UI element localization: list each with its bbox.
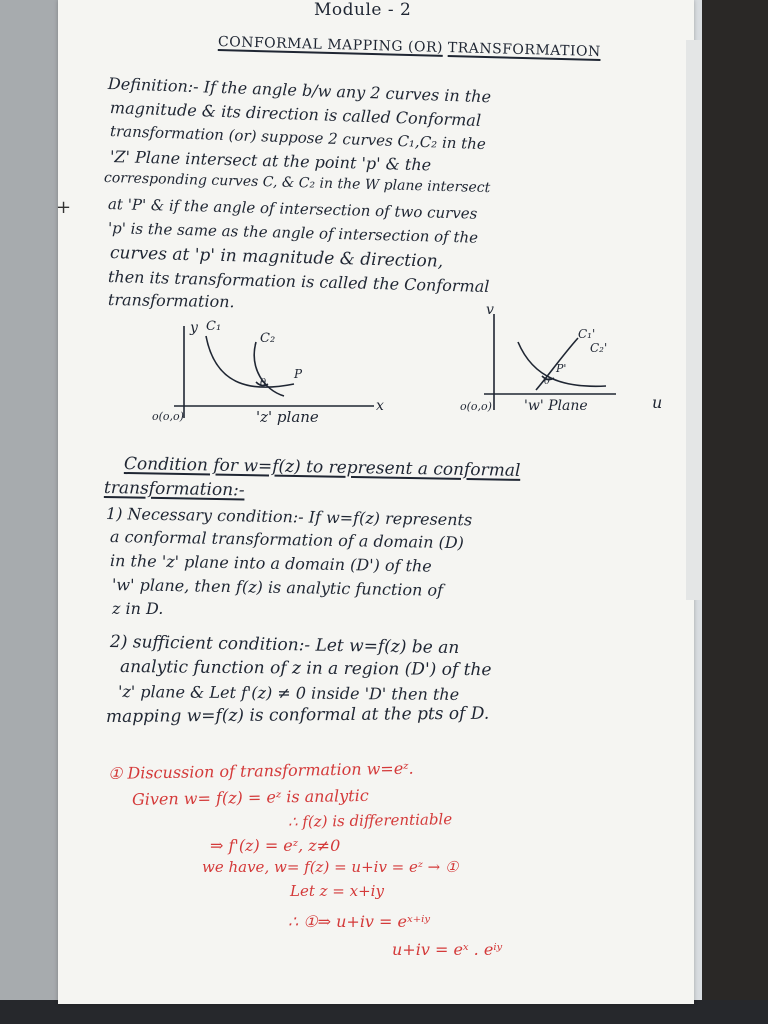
u-label: u xyxy=(652,393,663,412)
x-label: x xyxy=(376,398,384,414)
y-label: y xyxy=(190,320,198,336)
plane-label: 'w' Plane xyxy=(524,398,588,414)
result-line: ∴ ①⇒ u+iv = eˣ⁺ⁱʸ xyxy=(288,912,431,931)
necessary-line: in the 'z' plane into a domain (D') of the xyxy=(109,551,432,576)
definition-line: corresponding curves C, & C₂ in the W plane intersect xyxy=(103,170,491,197)
discussion-line: ① Discussion of transformation w=eᶻ. xyxy=(107,758,414,783)
v-label: v xyxy=(486,302,494,318)
definition-line: magnitude & its direction is called Conformal xyxy=(109,98,482,130)
w-plane-diagram xyxy=(456,300,666,424)
c1-prime-label: C₁' xyxy=(578,327,596,341)
definition-line: curves at 'p' in magnitude & direction, xyxy=(109,243,444,272)
definition-line: transformation (or) suppose 2 curves C₁,C₂ in the xyxy=(109,122,487,154)
result-line: u+iv = eˣ . eⁱʸ xyxy=(392,940,503,959)
theta-label: θ xyxy=(260,378,267,389)
sufficient-line: mapping w=f(z) is conformal at the pts of D. xyxy=(105,703,490,727)
discussion-line: we have, w= f(z) = u+iv = eᶻ → ① xyxy=(202,858,459,876)
origin-label: o(o,o) xyxy=(152,410,184,423)
condition-heading-2: transformation:- xyxy=(103,478,245,501)
necessary-line: 1) Necessary condition:- If w=f(z) represents xyxy=(105,504,473,530)
p-prime-label: P' xyxy=(556,362,567,375)
module-heading: Module - 2 xyxy=(314,0,412,20)
necessary-line: 'w' plane, then f(z) is analytic function of xyxy=(111,575,444,600)
page-edge xyxy=(686,40,702,600)
z-plane-svg xyxy=(144,318,384,428)
c2-label: C₂ xyxy=(260,331,276,346)
necessary-line: z in D. xyxy=(112,599,164,618)
z-plane-diagram xyxy=(144,318,384,432)
margin-mark: + xyxy=(56,197,72,218)
definition-line: 'Z' Plane intersect at the point 'p' & the xyxy=(109,147,432,175)
sufficient-line: 2) sufficient condition:- Let w=f(z) be an xyxy=(109,632,460,659)
discussion-line: Given w= f(z) = eᶻ is analytic xyxy=(131,785,369,809)
notebook-page xyxy=(58,0,694,1004)
p-label: P xyxy=(294,367,303,381)
c1-label: C₁ xyxy=(206,319,222,334)
necessary-line: a conformal transformation of a domain (D) xyxy=(109,527,465,553)
discussion-line: ⇒ f'(z) = eᶻ, z≠0 xyxy=(210,836,341,855)
plane-label: 'z' plane xyxy=(256,408,319,426)
definition-line: at 'P' & if the angle of intersection of two curves xyxy=(107,195,478,223)
definition-line: Definition:- If the angle b/w any 2 curves in the xyxy=(107,74,492,107)
curve-c2 xyxy=(254,342,284,396)
discussion-line: ∴ f(z) is differentiable xyxy=(287,810,453,831)
sufficient-line: 'z' plane & Let f'(z) ≠ 0 inside 'D' then the xyxy=(117,682,460,704)
c2-prime-label: C₂' xyxy=(590,341,608,355)
desk-background-left xyxy=(0,0,62,1024)
title-part2: TRANSFORMATION xyxy=(447,40,601,61)
condition-heading: Condition for w=f(z) to represent a conformal xyxy=(123,454,521,481)
definition-line: transformation. xyxy=(107,290,235,312)
w-plane-svg xyxy=(456,300,666,420)
definition-line: 'p' is the same as the angle of intersection of the xyxy=(107,219,479,247)
title-part1: CONFORMAL MAPPING (OR) xyxy=(217,34,444,56)
origin-label: o(o,o) xyxy=(460,400,492,413)
curve-c1 xyxy=(206,336,294,387)
discussion-line: Let z = x+iy xyxy=(290,882,384,900)
theta-prime-label: θ xyxy=(544,376,551,387)
title-line xyxy=(218,34,601,60)
definition-line: then its transformation is called the Conformal xyxy=(107,267,490,296)
sufficient-line: analytic function of z in a region (D') of the xyxy=(119,657,492,681)
